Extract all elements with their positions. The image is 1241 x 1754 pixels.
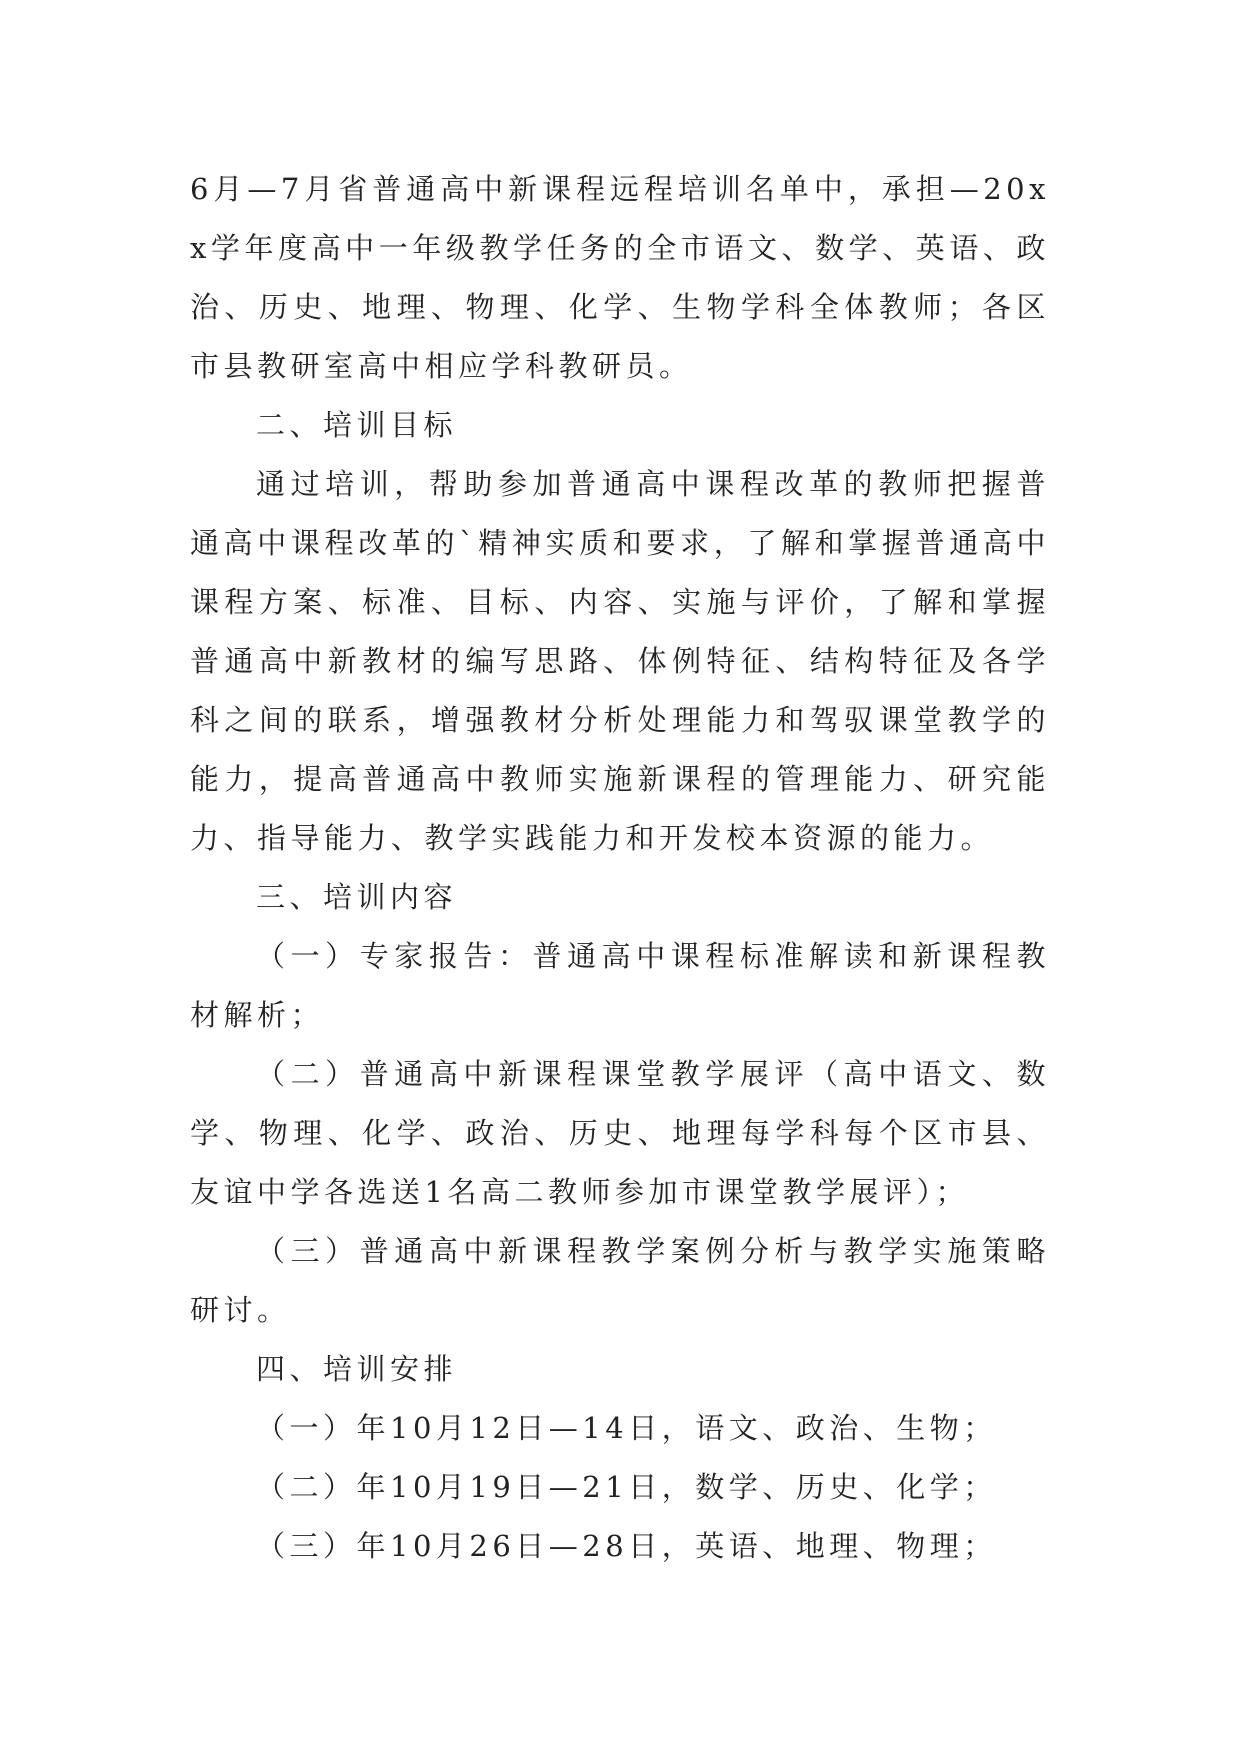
paragraph-training-goals: 通过培训，帮助参加普通高中课程改革的教师把握普通高中课程改革的`精神实质和要求，了解和掌握普通高中课程方案、标准、目标、内容、实施与评价，了解和掌握普通高中新教材的编写思路、体例特征、结构特征及各学科之间的联系，增强教材分析处理能力和驾驭课堂教学的能力，提高普通高中教师实施新课程的管理能力、研究能力、指导能力、教学实践能力和开发校本资源的能力。 — [190, 467, 1050, 855]
schedule-item-2: （二）年10月19日—21日，数学、历史、化学； — [256, 1470, 997, 1504]
content-item-2: （二）普通高中新课程课堂教学展评（高中语文、数学、物理、化学、政治、历史、地理每学科每个区市县、友谊中学各选送1名高二教师参加市课堂教学展评）； — [190, 1057, 1050, 1209]
document-body — [190, 160, 1050, 1576]
content-item-3: （三）普通高中新课程教学案例分析与教学实施策略研讨。 — [190, 1234, 1050, 1327]
heading-training-content: 三、培训内容 — [256, 880, 458, 914]
heading-training-goals: 二、培训目标 — [256, 408, 458, 442]
schedule-item-1: （一）年10月12日—14日，语文、政治、生物； — [256, 1411, 997, 1445]
paragraph-participants: 6月—7月省普通高中新课程远程培训名单中，承担—20xx学年度高中一年级教学任务的全市语文、数学、英语、政治、历史、地理、物理、化学、生物学科全体教师；各区市县教研室高中相应学科教研员。 — [190, 172, 1050, 383]
heading-training-schedule: 四、培训安排 — [256, 1352, 458, 1386]
schedule-item-3: （三）年10月26日—28日，英语、地理、物理； — [256, 1529, 997, 1563]
content-item-1: （一）专家报告：普通高中课程标准解读和新课程教材解析； — [190, 939, 1050, 1032]
